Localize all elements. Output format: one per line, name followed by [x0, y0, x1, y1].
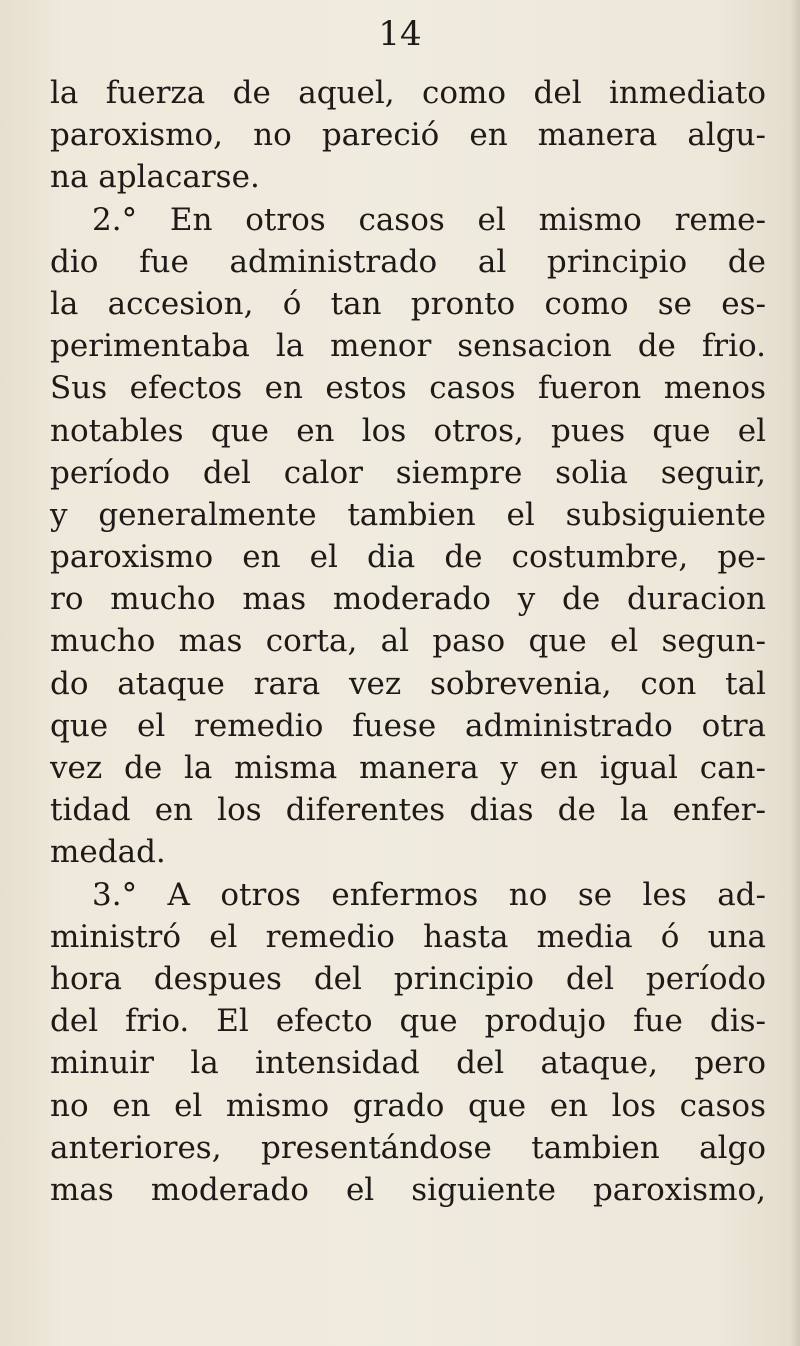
text-line: minuir la intensidad del ataque, pero: [50, 1045, 766, 1082]
text-line: perimentaba la menor sensacion de frio.: [50, 328, 766, 365]
text-line: paroxismo en el dia de costumbre, pe-: [50, 539, 766, 576]
body-text: [50, 72, 766, 1211]
page-edge-shadow: [790, 0, 800, 1346]
text-line: dio fue administrado al principio de: [50, 243, 766, 280]
page-number: 14: [378, 14, 422, 54]
text-line: que el remedio fuese administrado otra: [50, 707, 766, 744]
text-line: la accesion, ó tan pronto como se es-: [50, 285, 766, 322]
text-line: 3.° A otros enfermos no se les ad-: [92, 876, 766, 913]
text-line: mucho mas corta, al paso que el segun-: [50, 623, 766, 660]
text-line: do ataque rara vez sobrevenia, con tal: [50, 665, 766, 702]
text-line: ro mucho mas moderado y de duracion: [50, 581, 766, 618]
text-line: del frio. El efecto que produjo fue dis-: [50, 1003, 766, 1040]
text-line: medad.: [50, 834, 166, 871]
text-line: na aplacarse.: [50, 159, 260, 196]
text-line: ministró el remedio hasta media ó una: [50, 918, 766, 955]
text-line: período del calor siempre solia seguir,: [50, 454, 766, 491]
text-line: hora despues del principio del período: [50, 960, 766, 997]
text-line: anteriores, presentándose tambien algo: [50, 1129, 766, 1166]
text-line: notables que en los otros, pues que el: [50, 412, 766, 449]
text-line: y generalmente tambien el subsiguiente: [50, 496, 766, 533]
text-line: la fuerza de aquel, como del inmediato: [50, 75, 766, 111]
text-line: paroxismo, no pareció en manera algu-: [50, 117, 766, 154]
text-line: 2.° En otros casos el mismo reme-: [92, 201, 766, 238]
text-line: no en el mismo grado que en los casos: [50, 1087, 766, 1124]
text-line: tidad en los diferentes dias de la enfer-: [50, 792, 766, 829]
text-line: mas moderado el siguiente paroxismo,: [50, 1171, 766, 1208]
text-line: Sus efectos en estos casos fueron menos: [50, 370, 766, 407]
text-line: vez de la misma manera y en igual can-: [50, 750, 766, 786]
